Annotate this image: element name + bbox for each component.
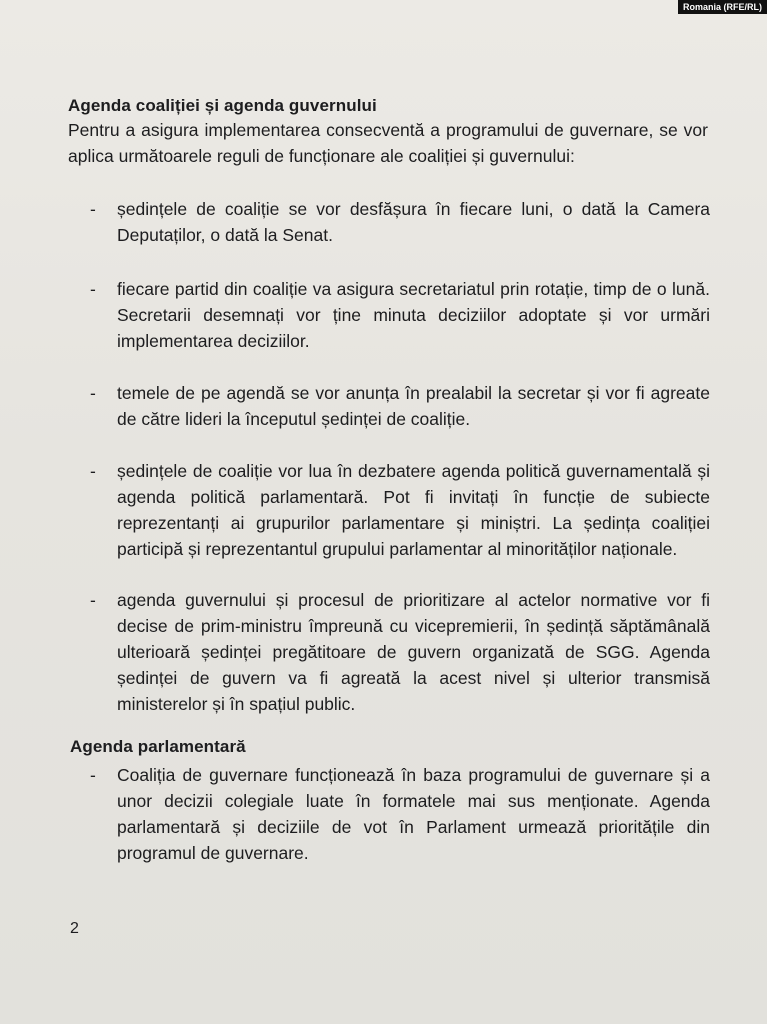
bullet-dash: - <box>90 383 96 403</box>
text-line: unor decizii colegiale luate în formatele mai sus menționate. Agenda <box>117 791 710 811</box>
list-item <box>90 762 710 866</box>
text-line: reprezentanți ai grupurilor parlamentare și miniștri. La ședința coaliției <box>117 513 710 533</box>
list-item <box>90 380 710 432</box>
watermark: Romania (RFE/RL) <box>678 0 767 14</box>
text-line: de către lideri la începutul ședinței de coaliție. <box>117 409 471 429</box>
list-item <box>90 196 710 248</box>
text-line: agenda politică parlamentară. Pot fi invitați în funcție de subiecte <box>117 487 710 507</box>
text-line: Deputaților, o dată la Senat. <box>117 225 333 245</box>
list-item <box>90 276 710 354</box>
text-line: Pentru a asigura implementarea consecventă a programului de guvernare, se vor <box>68 120 708 140</box>
text-line: Secretarii desemnați vor ține minuta deciziilor adoptate și vor urmări <box>117 305 710 325</box>
section-heading-coalition-agenda: Agenda coaliției și agenda guvernului <box>68 96 377 115</box>
page-number: 2 <box>70 920 79 937</box>
bullet-dash: - <box>90 461 96 481</box>
bullet-dash: - <box>90 765 96 785</box>
text-line: programul de guvernare. <box>117 843 309 863</box>
list-item <box>90 458 710 562</box>
text-line: aplica următoarele reguli de funcționare ale coaliției și guvernului: <box>68 146 575 166</box>
intro-paragraph <box>68 117 708 169</box>
text-line: ministerelor și în spațiul public. <box>117 694 356 714</box>
text-line: implementarea deciziilor. <box>117 331 310 351</box>
bullet-dash: - <box>90 590 96 610</box>
text-line: participă și reprezentantul grupului parlamentar al minorităților naționale. <box>117 539 678 559</box>
text-line: parlamentară și deciziile de vot în Parlament urmează prioritățile din <box>117 817 710 837</box>
text-line: fiecare partid din coaliție va asigura secretariatul prin rotație, timp de o lună. <box>117 279 710 299</box>
text-line: ședințele de coaliție vor lua în dezbatere agenda politică guvernamentală și <box>117 461 710 481</box>
list-item <box>90 587 710 717</box>
section-heading-parliamentary-agenda: Agenda parlamentară <box>70 737 246 756</box>
text-line: ulterioară ședinței pregătitoare de guvern organizată de SGG. Agenda <box>117 642 710 662</box>
text-line: Coaliția de guvernare funcționează în baza programului de guvernare și a <box>117 765 710 785</box>
text-line: temele de pe agendă se vor anunța în prealabil la secretar și vor fi agreate <box>117 383 710 403</box>
text-line: ședinței de guvern va fi agreată la acest nivel și ulterior transmisă <box>117 668 710 688</box>
text-line: decise de prim-ministru împreună cu vicepremierii, în ședință săptămânală <box>117 616 710 636</box>
text-line: ședințele de coaliție se vor desfășura în fiecare luni, o dată la Camera <box>117 199 710 219</box>
bullet-dash: - <box>90 279 96 299</box>
bullet-dash: - <box>90 199 96 219</box>
text-line: agenda guvernului și procesul de prioritizare al actelor normative vor fi <box>117 590 710 610</box>
